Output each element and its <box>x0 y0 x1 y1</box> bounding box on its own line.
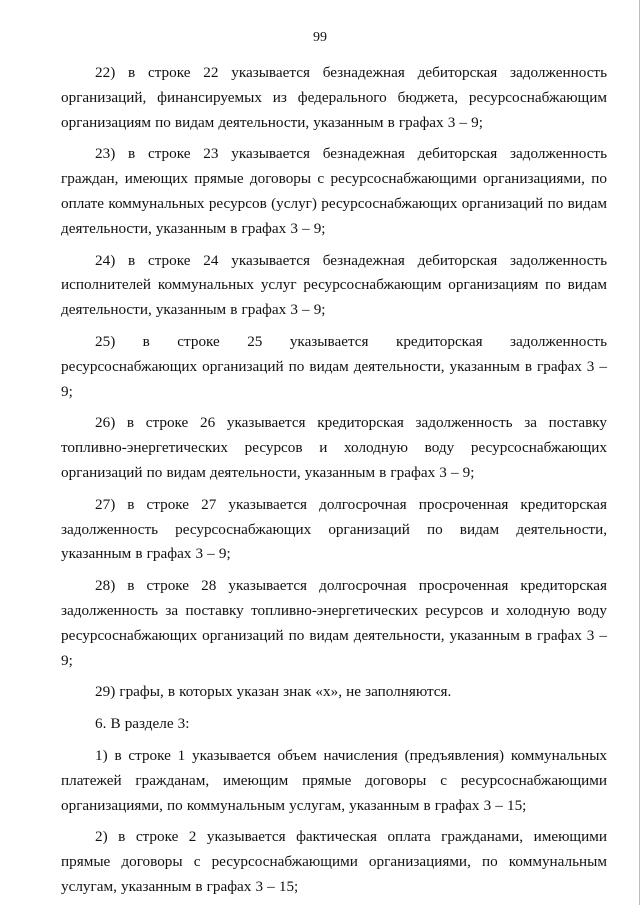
paragraph-item-28: 28) в строке 28 указывается долгосрочная просроченная кредиторская задолженность за поставку топливно-энергетических ресурсов и холодную воду ресурсоснабжающих организаций по видам деятельности, указанным в графах 3 – 9; <box>61 577 607 669</box>
paragraph-item-23: 23) в строке 23 указывается безнадежная дебиторская задолженность граждан, имеющих прямые договоры с ресурсоснабжающими организациями, по оплате коммунальных ресурсов (услуг) ресурсоснабжающих организаций по видам деятельности, указанным в графах 3 – 9; <box>61 145 607 237</box>
paragraph-item-25: 25) в строке 25 указывается кредиторская задолженность ресурсоснабжающих организаций по видам деятельности, указанным в графах 3 – 9; <box>61 332 607 400</box>
paragraph-item-27: 27) в строке 27 указывается долгосрочная просроченная кредиторская задолженность ресурсоснабжающих организаций по видам деятельности, указанным в графах 3 – 9; <box>61 495 607 563</box>
page-number: 99 <box>313 30 327 45</box>
paragraph-item-26: 26) в строке 26 указывается кредиторская задолженность за поставку топливно-энергетических ресурсов и холодную воду ресурсоснабжающих организаций по видам деятельности, указанным в графах 3 – 9; <box>61 414 607 481</box>
section-heading: 6. В разделе 3: <box>95 715 190 733</box>
document-body <box>61 61 607 907</box>
paragraph-item-29: 29) графы, в которых указан знак «х», не заполняются. <box>95 683 452 701</box>
paragraph-item-24: 24) в строке 24 указывается безнадежная дебиторская задолженность исполнителей коммунальных услуг ресурсоснабжающим организациям по видам деятельности, указанным в графах 3 – 9; <box>61 251 607 319</box>
paragraph-item-22: 22) в строке 22 указывается безнадежная дебиторская задолженность организаций, финансируемых из федерального бюджета, ресурсоснабжающим организациям по видам деятельности, указанным в графах 3 – 9; <box>61 64 607 131</box>
paragraph-section3-item-2: 2) в строке 2 указывается фактическая оплата гражданами, имеющими прямые договоры с ресурсоснабжающими организациями, по коммунальным услугам, указанным в графах 3 – 15; <box>61 828 607 895</box>
paragraph-section3-item-1: 1) в строке 1 указывается объем начисления (предъявления) коммунальных платежей гражданам, имеющим прямые договоры с ресурсоснабжающими организациями, по коммунальным услугам, указанным в графах 3 – 15; <box>61 746 607 814</box>
